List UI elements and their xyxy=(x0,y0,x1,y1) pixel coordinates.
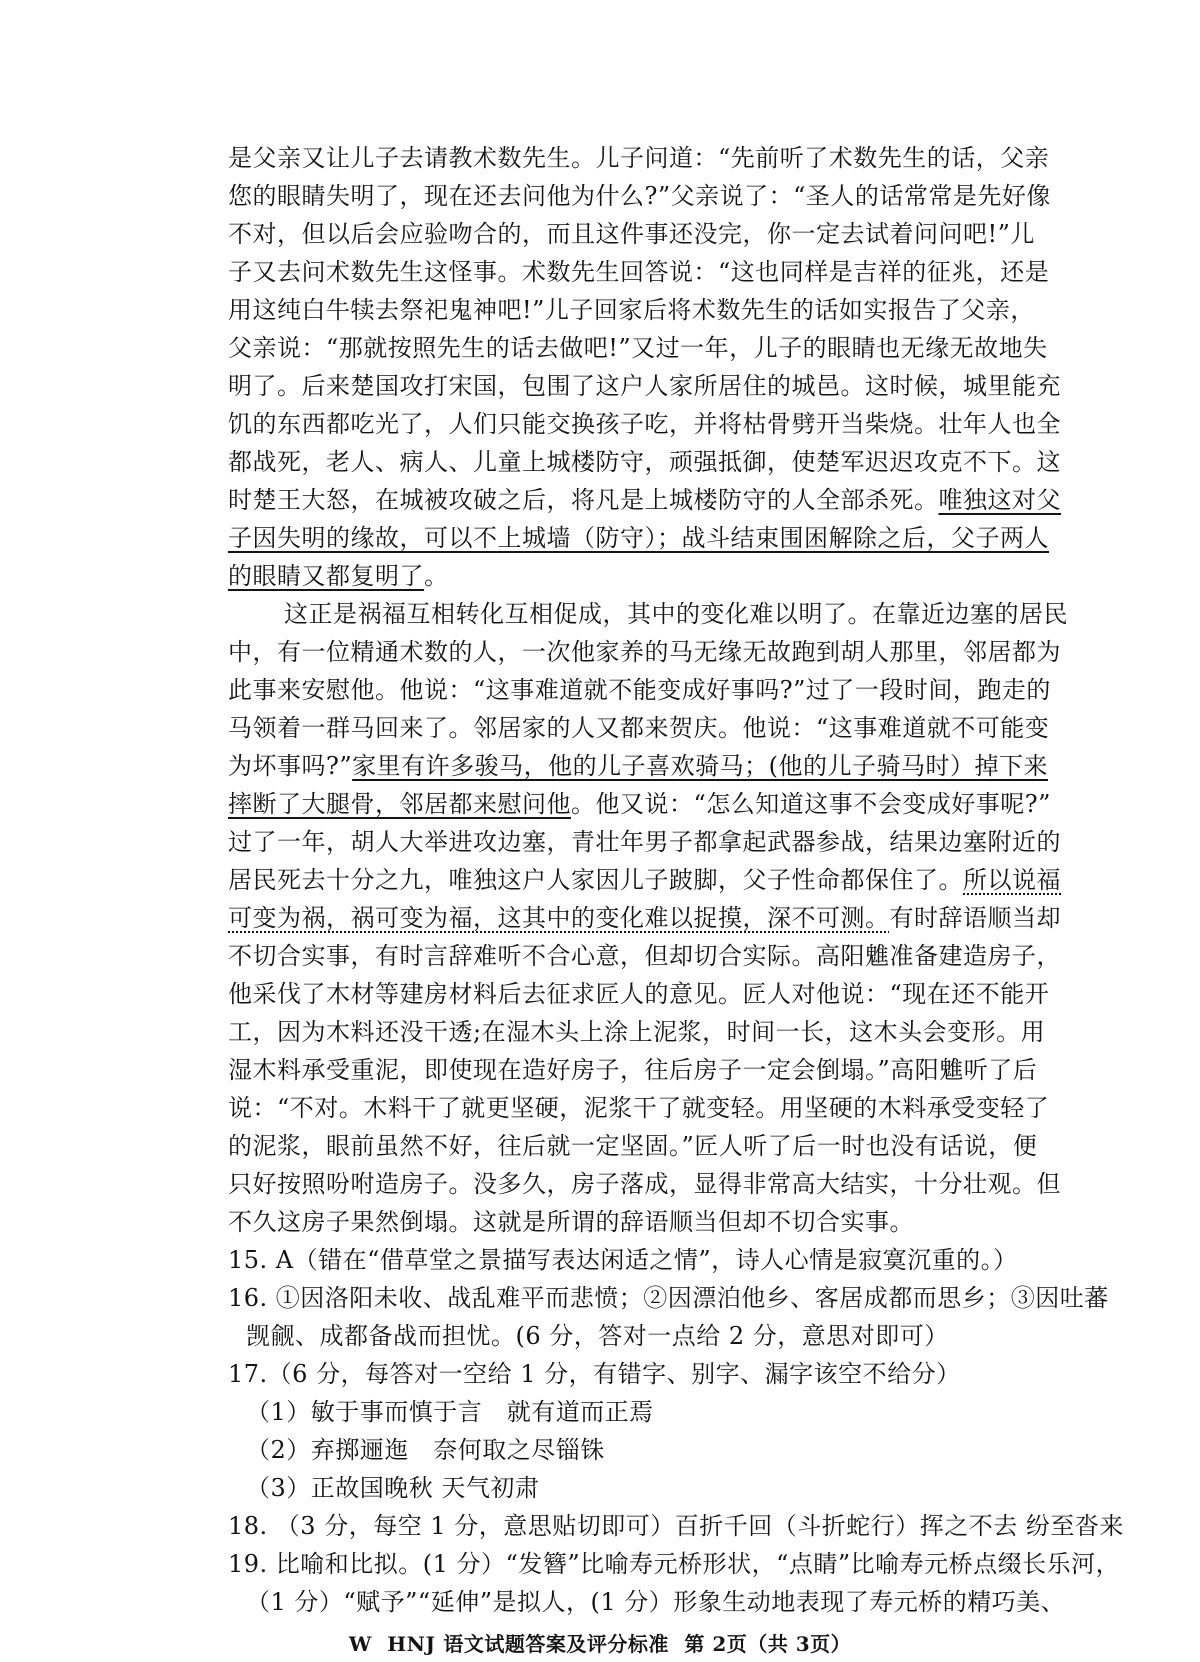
passage-line: 不久这房子果然倒塌。这就是所谓的辞语顺当但却不切合实事。 xyxy=(228,1208,914,1236)
answer-17: 17.（6 分，每答对一空给 1 分，有错字、别字、漏字该空不给分） xyxy=(228,1360,961,1388)
passage-line: 工，因为木料还没干透;在湿木头上涂上泥浆，时间一长，这木头会变形。用 xyxy=(228,1018,1046,1046)
passage-line xyxy=(228,561,998,591)
answer-15: 15. A（错在“借草堂之景描写表达闲适之情”，诗人心情是寂寞沉重的。） xyxy=(228,1246,1018,1274)
passage-line: 子又去问术数先生这怪事。术数先生回答说：“这也同样是吉祥的征兆，还是 xyxy=(228,258,1050,286)
underlined-translation: 唯独这对父 xyxy=(938,486,1061,514)
passage-line: 明了。后来楚国攻打宋国，包围了这户人家所居住的城邑。这时候，城里能充 xyxy=(228,372,1061,400)
passage-line: 只好按照吩咐造房子。没多久，房子落成，显得非常高大结实，十分壮观。但 xyxy=(228,1170,1061,1198)
underlined-translation: 摔断了大腿骨，邻居都来慰问他 xyxy=(228,790,571,818)
answer-17-item: （2）弃掷逦迤 奈何取之尽锱铢 xyxy=(246,1436,605,1464)
passage-text: 。他又说：“怎么知道这事不会变成好事呢?” xyxy=(571,790,1051,818)
answer-19-continued: （1 分）“赋予”“延伸”是拟人，(1 分）形象生动地表现了寿元桥的精巧美、 xyxy=(246,1588,1066,1616)
page-footer xyxy=(0,1628,1200,1657)
passage-line xyxy=(228,485,1061,515)
passage-line: 都战死，老人、病人、儿童上城楼防守，顽强抵御，使楚军迟迟攻克不下。这 xyxy=(228,448,1061,476)
answer-16: 16. ①因洛阳未收、战乱难平而悲愤；②因漂泊他乡、客居成都而思乡；③因吐蕃 xyxy=(228,1284,1109,1312)
answer-17-item: （1）敏于事而慎于言 就有道而正焉 xyxy=(246,1398,654,1426)
passage-line: 这正是祸福互相转化互相促成，其中的变化难以明了。在靠近边塞的居民 xyxy=(284,600,1068,628)
dotted-underline-text: 可变为祸，祸可变为福，这其中的变化难以捉摸，深不可测。 xyxy=(228,904,890,932)
passage-line xyxy=(228,903,1061,933)
passage-line: 您的眼睛失明了，现在还去问他为什么?”父亲说了：“圣人的话常常是先好像 xyxy=(228,182,1051,210)
passage-line: 用这纯白牛犊去祭祀鬼神吧!”儿子回家后将术数先生的话如实报告了父亲， xyxy=(228,296,1035,324)
passage-line xyxy=(228,751,1049,781)
passage-line: 的泥浆，眼前虽然不好，往后就一定坚固。”匠人听了后一时也没有话说，便 xyxy=(228,1132,1038,1160)
passage-text: 。 xyxy=(424,562,449,590)
footer-code: W xyxy=(348,1632,372,1656)
passage-text: 时楚王大怒，在城被攻破之后，将凡是上城楼防守的人全部杀死。 xyxy=(228,486,939,514)
passage-line: 湿木料承受重泥，即使现在造好房子，往后房子一定会倒塌。”高阳魋听了后 xyxy=(228,1056,1038,1084)
footer-doc: HNJ xyxy=(387,1632,436,1656)
answer-18: 18. （3 分，每空 1 分，意思贴切即可）百折千回（斗折蛇行）挥之不去 纷至沓来 xyxy=(228,1512,1124,1540)
passage-line xyxy=(228,865,1061,895)
underlined-translation: 子因失明的缘故，可以不上城墙（防守）；战斗结束围困解除之后，父子两人 xyxy=(228,524,1049,552)
passage-line: 他采伐了木材等建房材料后去征求匠人的意见。匠人对他说：“现在还不能开 xyxy=(228,980,1050,1008)
answer-17-item: （3）正故国晚秋 天气初肃 xyxy=(246,1474,540,1502)
answer-16-continued: 觊觎、成都备战而担忧。(6 分，答对一点给 2 分，意思对即可） xyxy=(246,1322,949,1350)
passage-line: 不切合实事，有时言辞难听不合心意，但却切合实际。高阳魋准备建造房子， xyxy=(228,942,1061,970)
passage-line: 过了一年，胡人大举进攻边塞，青壮年男子都拿起武器参战，结果边塞附近的 xyxy=(228,828,1061,856)
page-number: 第 2页（共 3页） xyxy=(684,1632,852,1656)
passage-line: 饥的东西都吃光了，人们只能交换孩子吃，并将枯骨劈开当柴烧。壮年人也全 xyxy=(228,410,1061,438)
passage-line: 马领着一群马回来了。邻居家的人又都来贺庆。他说：“这事难道就不可能变 xyxy=(228,714,1050,742)
dotted-underline-text: 所以说福 xyxy=(963,866,1061,894)
passage-line: 不对，但以后会应验吻合的，而且这件事还没完，你一定去试着问问吧!”儿 xyxy=(228,220,1035,248)
footer-title: 语文试题答案及评分标准 xyxy=(443,1632,669,1656)
passage-line xyxy=(228,789,1051,819)
passage-line: 中，有一位精通术数的人，一次他家养的马无缘无故跑到胡人那里，邻居都为 xyxy=(228,638,1061,666)
passage-line: 父亲说：“那就按照先生的话去做吧!”又过一年，儿子的眼睛也无缘无故地失 xyxy=(228,334,1048,362)
passage-line: 是父亲又让儿子去请教术数先生。儿子问道：“先前听了术数先生的话，父亲 xyxy=(228,144,1050,172)
passage-line: 说：“不对。木料干了就更坚硬，泥浆干了就变轻。用坚硬的木料承受变轻了 xyxy=(228,1094,1050,1122)
passage-line: 此事来安慰他。他说：“这事难道就不能变成好事吗?”过了一段时间，跑走的 xyxy=(228,676,1051,704)
answer-19: 19. 比喻和比拟。(1 分）“发簪”比喻寿元桥形状，“点睛”比喻寿元桥点缀长乐河， xyxy=(228,1550,1121,1578)
passage-text: 居民死去十分之九，唯独这户人家因儿子跛脚，父子性命都保住了。 xyxy=(228,866,963,894)
passage-text: 为坏事吗?” xyxy=(228,752,353,780)
passage-text: 有时辞语顺当却 xyxy=(889,904,1061,932)
underlined-translation: 的眼睛又都复明了 xyxy=(228,562,424,590)
underlined-translation: 家里有许多骏马，他的儿子喜欢骑马；(他的儿子骑马时）掉下来 xyxy=(352,752,1049,780)
